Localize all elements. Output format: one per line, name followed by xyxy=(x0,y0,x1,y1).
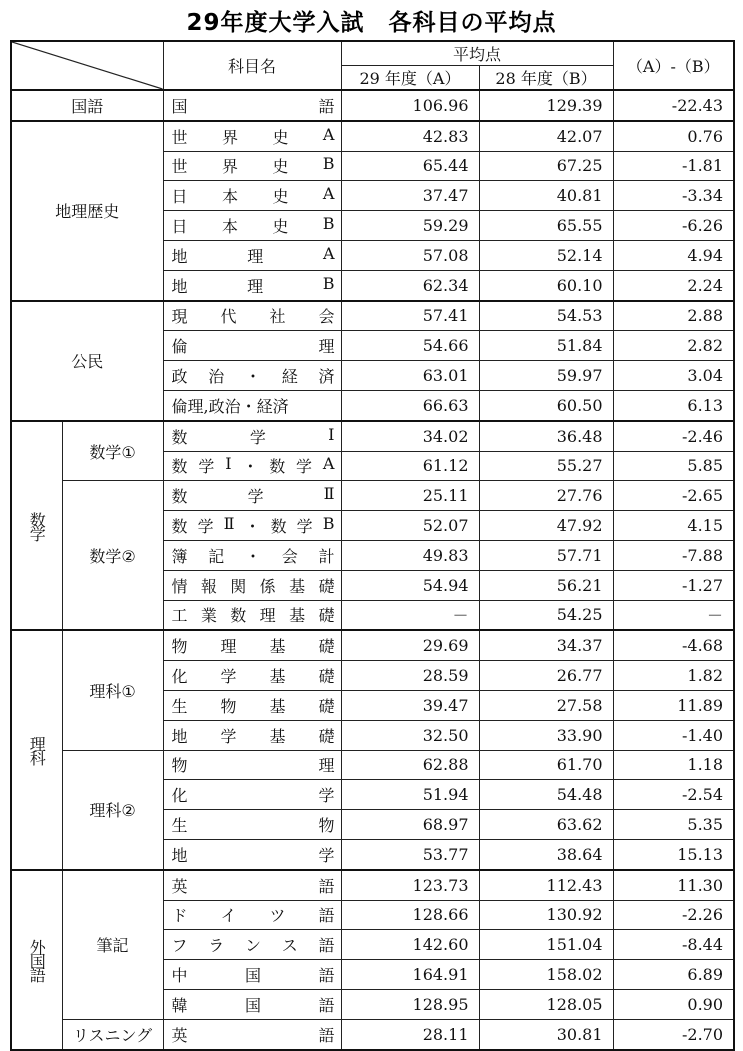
subject-name-cell xyxy=(163,421,341,451)
score-28-cell: 130.92 xyxy=(479,900,613,930)
subject-char: 物 xyxy=(318,816,335,836)
subject-char: 学 xyxy=(296,457,313,477)
subject-char: 学 xyxy=(247,487,264,507)
score-29-cell: 61.12 xyxy=(341,451,479,481)
subject-name-cell xyxy=(163,390,341,420)
score-28-cell: 36.48 xyxy=(479,421,613,451)
score-28-cell: 61.70 xyxy=(479,750,613,780)
year-b-header: 28 年度（B） xyxy=(479,66,613,91)
subject-name-cell xyxy=(163,630,341,660)
score-28-cell: 129.39 xyxy=(479,90,613,121)
subject-name-cell xyxy=(163,839,341,869)
subject-name-cell xyxy=(163,151,341,181)
subject-char: 理 xyxy=(247,276,264,296)
diff-cell: 2.82 xyxy=(613,331,734,361)
score-28-cell: 151.04 xyxy=(479,930,613,960)
average-header: 平均点 xyxy=(341,41,613,66)
subject-char: 学 xyxy=(318,845,335,865)
subject-char: 工 xyxy=(171,606,188,626)
subject-char: Ⅰ xyxy=(328,424,335,444)
group-kokugo: 国語 xyxy=(11,90,163,121)
score-29-cell: 57.41 xyxy=(341,301,479,331)
subject-char: 英 xyxy=(171,1025,188,1045)
diff-header: （A）-（B） xyxy=(613,41,734,90)
score-28-cell: 47.92 xyxy=(479,511,613,541)
subject-char: A xyxy=(322,243,335,263)
subject-char: 本 xyxy=(221,217,238,237)
subject-char: B xyxy=(322,514,335,534)
subject-char: ツ xyxy=(269,906,286,926)
subject-char: 理 xyxy=(318,337,335,357)
subject-char: ・ xyxy=(244,367,261,387)
subject-char: 数 xyxy=(230,606,247,626)
subject-char: 語 xyxy=(318,936,335,956)
score-28-cell: 56.21 xyxy=(479,570,613,600)
subject-char: 治 xyxy=(208,367,225,387)
subject-char: 語 xyxy=(318,96,335,116)
subject-char: 倫 xyxy=(171,337,188,357)
subject-char: 地 xyxy=(171,845,188,865)
subject-char: 国 xyxy=(244,995,261,1015)
subject-name-cell xyxy=(163,451,341,481)
subject-name-cell xyxy=(163,661,341,691)
subject-char: 史 xyxy=(272,127,289,147)
subject-char: B xyxy=(322,154,335,174)
diff-cell: 6.13 xyxy=(613,390,734,420)
subject-char: 日 xyxy=(171,187,188,207)
subject-char: 地 xyxy=(171,726,188,746)
score-28-cell: 54.48 xyxy=(479,780,613,810)
score-29-cell: 52.07 xyxy=(341,511,479,541)
subject-char: 世 xyxy=(171,127,188,147)
subject-char: 学 xyxy=(318,786,335,806)
score-28-cell: 51.84 xyxy=(479,331,613,361)
subject-char: 情 xyxy=(171,576,188,596)
subject-char: 礎 xyxy=(318,696,335,716)
score-28-cell: 112.43 xyxy=(479,870,613,900)
score-28-cell: 42.07 xyxy=(479,121,613,151)
score-28-cell: 27.58 xyxy=(479,690,613,720)
diff-cell: 15.13 xyxy=(613,839,734,869)
subject-char: Ⅰ xyxy=(225,454,232,474)
subject-char: A xyxy=(322,124,335,144)
diff-cell: -2.70 xyxy=(613,1019,734,1049)
subject-char: 生 xyxy=(171,816,188,836)
subject-char: 語 xyxy=(318,876,335,896)
subject-name-cell xyxy=(163,570,341,600)
subject-name-header: 科目名 xyxy=(163,41,341,90)
subject-char: 化 xyxy=(171,786,188,806)
score-28-cell: 59.97 xyxy=(479,361,613,391)
subject-char: 理 xyxy=(220,637,237,657)
diagonal-corner-cell xyxy=(11,41,163,90)
subject-char: 化 xyxy=(171,667,188,687)
score-29-cell: 39.47 xyxy=(341,690,479,720)
subject-char: 語 xyxy=(318,906,335,926)
subject-char: 物 xyxy=(220,696,237,716)
subject-char: 語 xyxy=(318,1025,335,1045)
subject-char: 礎 xyxy=(318,637,335,657)
subject-name-cell xyxy=(163,540,341,570)
subject-char: 物 xyxy=(171,756,188,776)
subject-char: Ⅱ xyxy=(223,514,235,534)
subject-char: 学 xyxy=(249,427,266,447)
subject-char: 礎 xyxy=(318,606,335,626)
subject-name-cell xyxy=(163,361,341,391)
subject-name-cell xyxy=(163,211,341,241)
subject-char: B xyxy=(322,214,335,234)
subject-name-cell xyxy=(163,780,341,810)
diff-cell: -1.81 xyxy=(613,151,734,181)
subject-name-cell xyxy=(163,720,341,750)
page-title: 29年度大学入試 各科目の平均点 xyxy=(186,10,557,36)
subject-char: 基 xyxy=(269,726,286,746)
subject-char: 基 xyxy=(289,606,306,626)
subject-name-cell xyxy=(163,930,341,960)
score-28-cell: 158.02 xyxy=(479,960,613,990)
diff-cell: -6.26 xyxy=(613,211,734,241)
subject-char: Ⅱ xyxy=(323,484,335,504)
subject-char: 英 xyxy=(171,876,188,896)
subject-name-cell xyxy=(163,331,341,361)
score-29-cell: － xyxy=(341,600,479,630)
subject-char: 語 xyxy=(318,966,335,985)
score-28-cell: 40.81 xyxy=(479,181,613,211)
subject-char: 基 xyxy=(289,576,306,596)
subject-char: 史 xyxy=(272,217,289,237)
diff-cell: -3.34 xyxy=(613,181,734,211)
subject-char: 業 xyxy=(200,606,217,626)
subject-char: 学 xyxy=(220,667,237,687)
table-row xyxy=(11,90,734,121)
subject-char: 本 xyxy=(221,187,238,207)
subject-char: 政 xyxy=(171,367,188,387)
score-29-cell: 34.02 xyxy=(341,421,479,451)
diff-cell: 5.35 xyxy=(613,810,734,840)
score-29-cell: 37.47 xyxy=(341,181,479,211)
subject-char: 基 xyxy=(269,696,286,716)
diff-cell: -7.88 xyxy=(613,540,734,570)
table-row xyxy=(11,481,734,511)
score-29-cell: 65.44 xyxy=(341,151,479,181)
subject-char: 経 xyxy=(281,367,298,387)
score-28-cell: 38.64 xyxy=(479,839,613,869)
subject-char: 礎 xyxy=(318,726,335,746)
diff-cell: 0.90 xyxy=(613,989,734,1019)
score-29-cell: 128.95 xyxy=(341,989,479,1019)
score-28-cell: 33.90 xyxy=(479,720,613,750)
table-row xyxy=(11,421,734,451)
score-29-cell: 62.34 xyxy=(341,270,479,300)
subject-name-cell xyxy=(163,810,341,840)
diff-cell: -1.40 xyxy=(613,720,734,750)
subject-name-cell xyxy=(163,270,341,300)
subgroup-sugaku1: 数学① xyxy=(62,421,163,481)
score-28-cell: 63.62 xyxy=(479,810,613,840)
subject-char: 韓 xyxy=(171,995,188,1015)
score-29-cell: 164.91 xyxy=(341,960,479,990)
diff-cell: -22.43 xyxy=(613,90,734,121)
subject-char: 数 xyxy=(269,457,286,477)
subject-char: 学 xyxy=(296,517,313,537)
score-29-cell: 32.50 xyxy=(341,720,479,750)
diff-cell: -2.46 xyxy=(613,421,734,451)
score-28-cell: 54.25 xyxy=(479,600,613,630)
subject-char: 理 xyxy=(318,756,335,776)
subject-char: 地 xyxy=(171,276,188,296)
subject-char: 記 xyxy=(208,546,225,566)
subject-char: 計 xyxy=(318,546,335,566)
subject-char: 国 xyxy=(171,96,188,116)
diff-cell: 1.82 xyxy=(613,661,734,691)
score-29-cell: 28.59 xyxy=(341,661,479,691)
subject-char: ・ xyxy=(244,546,261,566)
subgroup-rika2: 理科② xyxy=(62,750,163,870)
subgroup-sugaku2: 数学② xyxy=(62,481,163,630)
subject-char: 基 xyxy=(269,667,286,687)
subject-char: 日 xyxy=(171,217,188,237)
subject-char: ラ xyxy=(208,936,225,956)
diff-cell: 2.88 xyxy=(613,301,734,331)
subject-name-cell xyxy=(163,600,341,630)
score-29-cell: 59.29 xyxy=(341,211,479,241)
score-29-cell: 57.08 xyxy=(341,240,479,270)
subject-char: 数 xyxy=(171,517,188,537)
group-sugaku: 数学 xyxy=(11,421,62,631)
score-29-cell: 142.60 xyxy=(341,930,479,960)
subject-char: 礎 xyxy=(318,667,335,687)
diff-cell: 11.89 xyxy=(613,690,734,720)
subject-char: 礎 xyxy=(318,576,335,596)
subject-char: 地 xyxy=(171,246,188,266)
diff-cell: -8.44 xyxy=(613,930,734,960)
score-28-cell: 60.50 xyxy=(479,390,613,420)
subject-char: 国 xyxy=(244,966,261,985)
subject-char: 報 xyxy=(200,576,217,596)
subject-char: ・ xyxy=(244,517,261,537)
score-29-cell: 62.88 xyxy=(341,750,479,780)
score-29-cell: 123.73 xyxy=(341,870,479,900)
subject-char: 数 xyxy=(171,487,188,507)
score-29-cell: 29.69 xyxy=(341,630,479,660)
subgroup-listening: リスニング xyxy=(62,1019,163,1049)
subject-char: 数 xyxy=(171,457,188,477)
subject-char: 中 xyxy=(171,966,188,985)
table-row xyxy=(11,750,734,780)
diff-cell: 5.85 xyxy=(613,451,734,481)
year-a-header: 29 年度（A） xyxy=(341,66,479,91)
group-koumin: 公民 xyxy=(11,301,163,421)
score-29-cell: 25.11 xyxy=(341,481,479,511)
score-29-cell: 66.63 xyxy=(341,390,479,420)
diff-cell: 0.76 xyxy=(613,121,734,151)
subject-char: 物 xyxy=(171,637,188,657)
score-29-cell: 128.66 xyxy=(341,900,479,930)
subject-char: 生 xyxy=(171,696,188,716)
subject-char: 史 xyxy=(272,187,289,207)
subject-char: 語 xyxy=(318,995,335,1015)
score-29-cell: 68.97 xyxy=(341,810,479,840)
subject-char: 世 xyxy=(171,157,188,177)
subject-char: 倫理,政治・経済 xyxy=(171,396,289,416)
subject-char: フ xyxy=(171,936,188,956)
subject-name-cell xyxy=(163,511,341,541)
subject-name-cell xyxy=(163,121,341,151)
subject-char: 代 xyxy=(220,307,237,327)
score-29-cell: 54.94 xyxy=(341,570,479,600)
score-28-cell: 52.14 xyxy=(479,240,613,270)
score-29-cell: 49.83 xyxy=(341,540,479,570)
subject-name-cell xyxy=(163,481,341,511)
diff-cell: -1.27 xyxy=(613,570,734,600)
subject-name-cell xyxy=(163,989,341,1019)
table-row xyxy=(11,121,734,151)
subject-char: A xyxy=(322,184,335,204)
score-28-cell: 27.76 xyxy=(479,481,613,511)
subject-char: 学 xyxy=(197,517,214,537)
subject-char: 会 xyxy=(318,307,335,327)
subject-char: 界 xyxy=(221,157,238,177)
score-29-cell: 54.66 xyxy=(341,331,479,361)
subject-char: ス xyxy=(281,936,298,956)
score-28-cell: 55.27 xyxy=(479,451,613,481)
subject-char: 会 xyxy=(281,546,298,566)
subject-char: 現 xyxy=(171,307,188,327)
subject-char: 数 xyxy=(270,517,287,537)
diff-cell: 1.18 xyxy=(613,750,734,780)
subject-char: 済 xyxy=(318,367,335,387)
subject-name-cell xyxy=(163,870,341,900)
diff-cell: 3.04 xyxy=(613,361,734,391)
subject-char: B xyxy=(322,273,335,293)
group-rika: 理科 xyxy=(11,630,62,869)
diff-cell: -2.26 xyxy=(613,900,734,930)
average-score-table xyxy=(10,40,735,1051)
score-28-cell: 30.81 xyxy=(479,1019,613,1049)
subject-char: イ xyxy=(220,906,237,926)
score-28-cell: 67.25 xyxy=(479,151,613,181)
subject-char: 史 xyxy=(272,157,289,177)
table-row xyxy=(11,870,734,900)
score-29-cell: 106.96 xyxy=(341,90,479,121)
diff-cell: 2.24 xyxy=(613,270,734,300)
subject-name-cell xyxy=(163,960,341,990)
subject-name-cell xyxy=(163,181,341,211)
group-gaikokugo: 外国語 xyxy=(11,870,62,1050)
subject-char: 数 xyxy=(171,427,188,447)
subject-name-cell xyxy=(163,90,341,121)
subject-name-cell xyxy=(163,301,341,331)
subject-char: 学 xyxy=(198,457,215,477)
subject-char: 理 xyxy=(247,246,264,266)
subject-char: ン xyxy=(244,936,261,956)
diff-cell: -4.68 xyxy=(613,630,734,660)
diff-cell: 6.89 xyxy=(613,960,734,990)
score-29-cell: 51.94 xyxy=(341,780,479,810)
subject-char: 簿 xyxy=(171,546,188,566)
diff-cell: 4.15 xyxy=(613,511,734,541)
score-29-cell: 63.01 xyxy=(341,361,479,391)
table-row xyxy=(11,1019,734,1049)
score-28-cell: 34.37 xyxy=(479,630,613,660)
subject-name-cell xyxy=(163,690,341,720)
subject-name-cell xyxy=(163,240,341,270)
score-29-cell: 28.11 xyxy=(341,1019,479,1049)
score-29-cell: 53.77 xyxy=(341,839,479,869)
subject-char: A xyxy=(322,454,335,474)
subject-char: ド xyxy=(171,906,188,926)
diff-cell: － xyxy=(613,600,734,630)
subject-char: 関 xyxy=(230,576,247,596)
subject-name-cell xyxy=(163,1019,341,1049)
group-chireki: 地理歴史 xyxy=(11,121,163,301)
subject-char: 学 xyxy=(220,726,237,746)
diagonal-line xyxy=(12,42,163,89)
table-row xyxy=(11,630,734,660)
diff-cell: 11.30 xyxy=(613,870,734,900)
score-28-cell: 54.53 xyxy=(479,301,613,331)
diff-cell: 4.94 xyxy=(613,240,734,270)
score-28-cell: 26.77 xyxy=(479,661,613,691)
table-row xyxy=(11,301,734,331)
diff-cell: -2.65 xyxy=(613,481,734,511)
subgroup-hikki: 筆記 xyxy=(62,870,163,1019)
subject-char: 理 xyxy=(259,606,276,626)
subject-char: ・ xyxy=(242,457,259,477)
score-28-cell: 60.10 xyxy=(479,270,613,300)
subject-char: 係 xyxy=(259,576,276,596)
subject-char: 社 xyxy=(269,307,286,327)
subgroup-rika1: 理科① xyxy=(62,630,163,750)
subject-char: 界 xyxy=(221,127,238,147)
score-29-cell: 42.83 xyxy=(341,121,479,151)
diff-cell: -2.54 xyxy=(613,780,734,810)
subject-char: 基 xyxy=(269,637,286,657)
score-28-cell: 128.05 xyxy=(479,989,613,1019)
subject-name-cell xyxy=(163,900,341,930)
subject-name-cell xyxy=(163,750,341,780)
score-28-cell: 57.71 xyxy=(479,540,613,570)
score-28-cell: 65.55 xyxy=(479,211,613,241)
